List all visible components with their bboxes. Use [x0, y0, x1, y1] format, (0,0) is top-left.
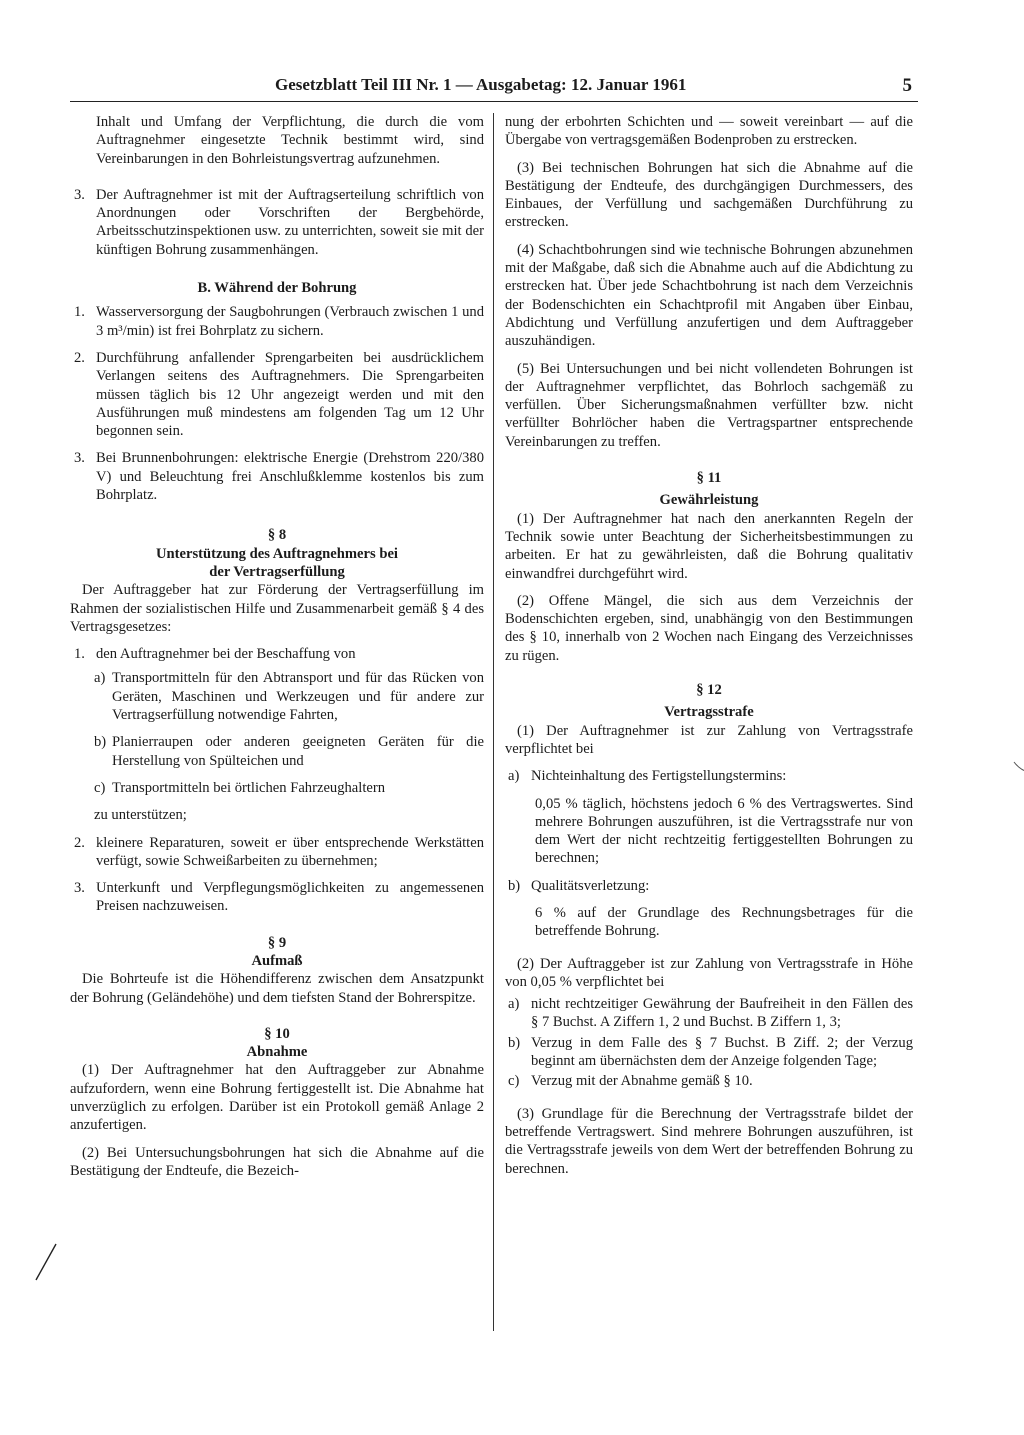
list-item: [505, 1072, 913, 1090]
section-title: Unterstützung des Auftragnehmers bei: [155, 545, 398, 562]
item-letter: a): [508, 996, 520, 1013]
list-continuation: zu unterstützen;: [94, 807, 187, 824]
section-number: § 10: [264, 1025, 290, 1042]
item-number: 1.: [74, 304, 85, 321]
section-paragraph: (3) Bei technischen Bohrungen hat sich die Abnahme auf die Bestätigung der Endteufe, des durchgängigen Durchmessers, des Einbaues, der Verfüllung und sachgemäßen Durchführung zu erstrecken.: [505, 159, 913, 231]
section-heading-b: B. Während der Bohrung: [197, 280, 357, 297]
item-number: 3.: [74, 450, 85, 467]
sub-item: [70, 733, 484, 770]
item-number: 3.: [74, 880, 85, 897]
section-title: der Vertragserfüllung: [209, 563, 345, 580]
section-paragraph: (2) Offene Mängel, die sich aus dem Verzeichnis der Bodenschichten ergeben, sind, unabhängig von den Bestimmungen des § 10, innerhalb von 2 Wochen nach Eingang des Verzeichnisses zu rügen.: [505, 592, 913, 664]
item-detail: 6 % auf der Grundlage des Rechnungsbetrages für die betreffende Bohrung.: [535, 904, 913, 940]
list-item: [70, 879, 484, 916]
sub-item: [70, 669, 484, 724]
item-text: kleinere Reparaturen, soweit er über entsprechende Werkstätten verfügt, sowie Schweißarbeiten zu übernehmen;: [96, 834, 484, 869]
list-item: [70, 186, 484, 259]
item-text: den Auftragnehmer bei der Beschaffung von: [96, 646, 356, 663]
section-number: § 9: [267, 934, 287, 951]
list-item: [505, 767, 913, 785]
section-intro: Der Auftraggeber hat zur Förderung der Vertragserfüllung im Rahmen der sozialistischen Hilfe und Zusammenarbeit gemäß § 4 des Vertragsgesetzes:: [70, 582, 484, 635]
list-item: [505, 1034, 913, 1071]
sub-item: [70, 779, 484, 797]
scan-mark: [1012, 760, 1024, 776]
section-title: Gewährleistung: [659, 492, 759, 509]
scan-mark: [34, 1242, 58, 1282]
section-paragraph: (1) Der Auftragnehmer hat nach den anerkannten Regeln der Technik sowie unter Beachtung der Sicherheitsbestimmungen zu arbeiten. Er hat zu gewährleisten, daß die Bohrung qualitativ einwandfrei durchgeführt wird.: [505, 510, 913, 582]
sub-item-text: Planierraupen oder anderen geeigneten Geräten für die Herstellung von Spülteichen und: [112, 734, 484, 769]
sub-item-letter: a): [94, 670, 106, 687]
section-paragraph: (3) Grundlage für die Berechnung der Vertragsstrafe bildet der betreffende Vertragswert. Sind mehrere Bohrungen auszuführen, ist die Vertragsstrafe jeweils von dem Wert der betreffenden Bohrung zu berechnen.: [505, 1105, 913, 1177]
sub-item-letter: b): [94, 734, 107, 751]
intro-paragraph: Inhalt und Umfang der Verpflichtung, die durch die vom Auftragnehmer eingesetzte Technik bestimmt wird, sind Vereinbarungen in den Bohrleistungsvertrag aufzunehmen.: [96, 114, 484, 167]
section-title: Aufmaß: [251, 952, 303, 969]
section-paragraph: (1) Der Auftragnehmer hat den Auftraggeber zur Abnahme aufzufordern, wenn eine Bohrung fertiggestellt ist. Die Abnahme hat unverzüglich zu erfolgen. Darüber ist ein Protokoll gemäß Anlage 2 anzufertigen.: [70, 1062, 484, 1134]
page-header: [70, 75, 918, 103]
item-number: 1.: [74, 646, 85, 663]
sub-item-letter: c): [94, 779, 106, 796]
header-rule: [70, 101, 918, 102]
item-text: Unterkunft und Verpflegungsmöglichkeiten zu angemessenen Preisen nachzuweisen.: [96, 880, 484, 915]
right-column: [505, 113, 913, 1178]
item-number: 3.: [74, 186, 85, 203]
section-paragraph: (2) Der Auftraggeber ist zur Zahlung von Vertragsstrafe in Höhe von 0,05 % verpflichtet bei: [505, 955, 913, 990]
item-detail: 0,05 % täglich, höchstens jedoch 6 % des Vertragswertes. Sind mehrere Bohrungen auszuführen, ist die Vertragsstrafe nur von dem Wert der nicht rechtzeitig fertiggestellten Bohrungen zu berechnen;: [535, 795, 913, 867]
item-text: Nichteinhaltung des Fertigstellungstermins:: [531, 768, 787, 785]
section-number: § 11: [696, 470, 722, 487]
section-title: Abnahme: [246, 1044, 308, 1061]
list-item: [70, 349, 484, 440]
continuation-paragraph: nung der erbohrten Schichten und — soweit vereinbart — auf die Übergabe von vertragsgemäßen Bodenproben zu erstrecken.: [505, 114, 913, 149]
left-column: [70, 113, 484, 1180]
list-item: [70, 834, 484, 871]
list-item: [505, 995, 913, 1032]
item-number: 2.: [74, 349, 85, 366]
item-text: Wasserversorgung der Saugbohrungen (Verbrauch zwischen 1 und 3 m³/min) ist frei Bohrplatz zu sichern.: [96, 304, 484, 339]
item-letter: c): [508, 1073, 520, 1090]
item-number: 2.: [74, 834, 85, 851]
item-letter: b): [508, 877, 521, 894]
list-item: [505, 877, 913, 895]
list-item: [70, 645, 484, 663]
item-text: nicht rechtzeitiger Gewährung der Baufreiheit in den Fällen des § 7 Buchst. A Ziffern 1, 2 und Buchst. B Ziffern 1, 3;: [531, 996, 913, 1031]
list-item: [70, 449, 484, 504]
item-text: Qualitätsverletzung:: [531, 877, 650, 894]
item-text: Verzug mit der Abnahme gemäß § 10.: [531, 1073, 753, 1090]
section-paragraph: (1) Der Auftragnehmer ist zur Zahlung von Vertragsstrafe verpflichtet bei: [505, 722, 913, 757]
item-text: Durchführung anfallender Sprengarbeiten bei ausdrücklichem Verlangen seitens des Auftragnehmers. Die Sprengarbeiten müssen täglich bis 12 Uhr angezeigt werden und mit den Ausführungen muß mindestens am folgenden Tag um 12 Uhr begonnen sein.: [96, 349, 484, 440]
section-paragraph: Die Bohrteufe ist die Höhendifferenz zwischen dem Ansatzpunkt der Bohrung (Geländehöhe) und dem tiefsten Stand der Bohrerspitze.: [70, 971, 484, 1006]
item-letter: b): [508, 1034, 521, 1051]
section-title: Vertragsstrafe: [664, 704, 754, 721]
section-paragraph: (4) Schachtbohrungen sind wie technische Bohrungen abzunehmen mit der Maßgabe, daß sich die Abnahme auch auf die Abdichtung zu erstrecken hat. Über jede Schachtbohrung ist nach dem Verzeichnis der Bodenschichten ein Schachtprofil mit Angaben über Einbau, Abdichtung und Verfüllung anzufertigen und dem Auftraggeber auszuhändigen.: [505, 241, 913, 350]
section-paragraph: (2) Bei Untersuchungsbohrungen hat sich die Abnahme auf die Bestätigung der Endteufe, die Bezeich-: [70, 1144, 484, 1179]
item-text: Der Auftragnehmer ist mit der Auftragserteilung schriftlich von Anordnungen oder Vorschriften der Bergbehörde, Arbeitsschutzinspektionen usw. zu unterrichten, soweit sie mit der künftigen Bohrung zusammenhängen.: [96, 186, 484, 258]
sub-item-text: Transportmitteln für den Abtransport und für das Rücken von Geräten, Maschinen und Werkzeugen und für andere zur Vertragserfüllung notwendige Fahrten,: [112, 670, 484, 724]
section-number: § 8: [267, 527, 287, 544]
item-text: Verzug in dem Falle des § 7 Buchst. B Ziff. 2; der Verzug beginnt am übernächsten dem der Anzeige folgenden Tage;: [531, 1034, 913, 1070]
list-item: [70, 303, 484, 340]
item-text: Bei Brunnenbohrungen: elektrische Energie (Drehstrom 220/380 V) und Beleuchtung frei Anschlußklemme kostenlos bis zum Bohrplatz.: [96, 450, 484, 504]
header-title: Gesetzblatt Teil III Nr. 1 — Ausgabetag: 12. Januar 1961: [275, 75, 687, 94]
page-number: 5: [902, 75, 912, 96]
sub-item-text: Transportmitteln bei örtlichen Fahrzeughaltern: [112, 779, 386, 796]
column-divider: [493, 113, 494, 1331]
section-number: § 12: [696, 682, 722, 699]
section-paragraph: (5) Bei Untersuchungen und bei nicht vollendeten Bohrungen ist der Auftragnehmer verpflichtet, das Bohrloch sachgemäß zu verfüllen. Über Sicherungsmaßnahmen verfüllter bzw. nicht verfüllter Bohrlöcher haben die Vertragspartner entsprechende Vereinbarungen zu treffen.: [505, 360, 913, 450]
item-letter: a): [508, 768, 520, 785]
